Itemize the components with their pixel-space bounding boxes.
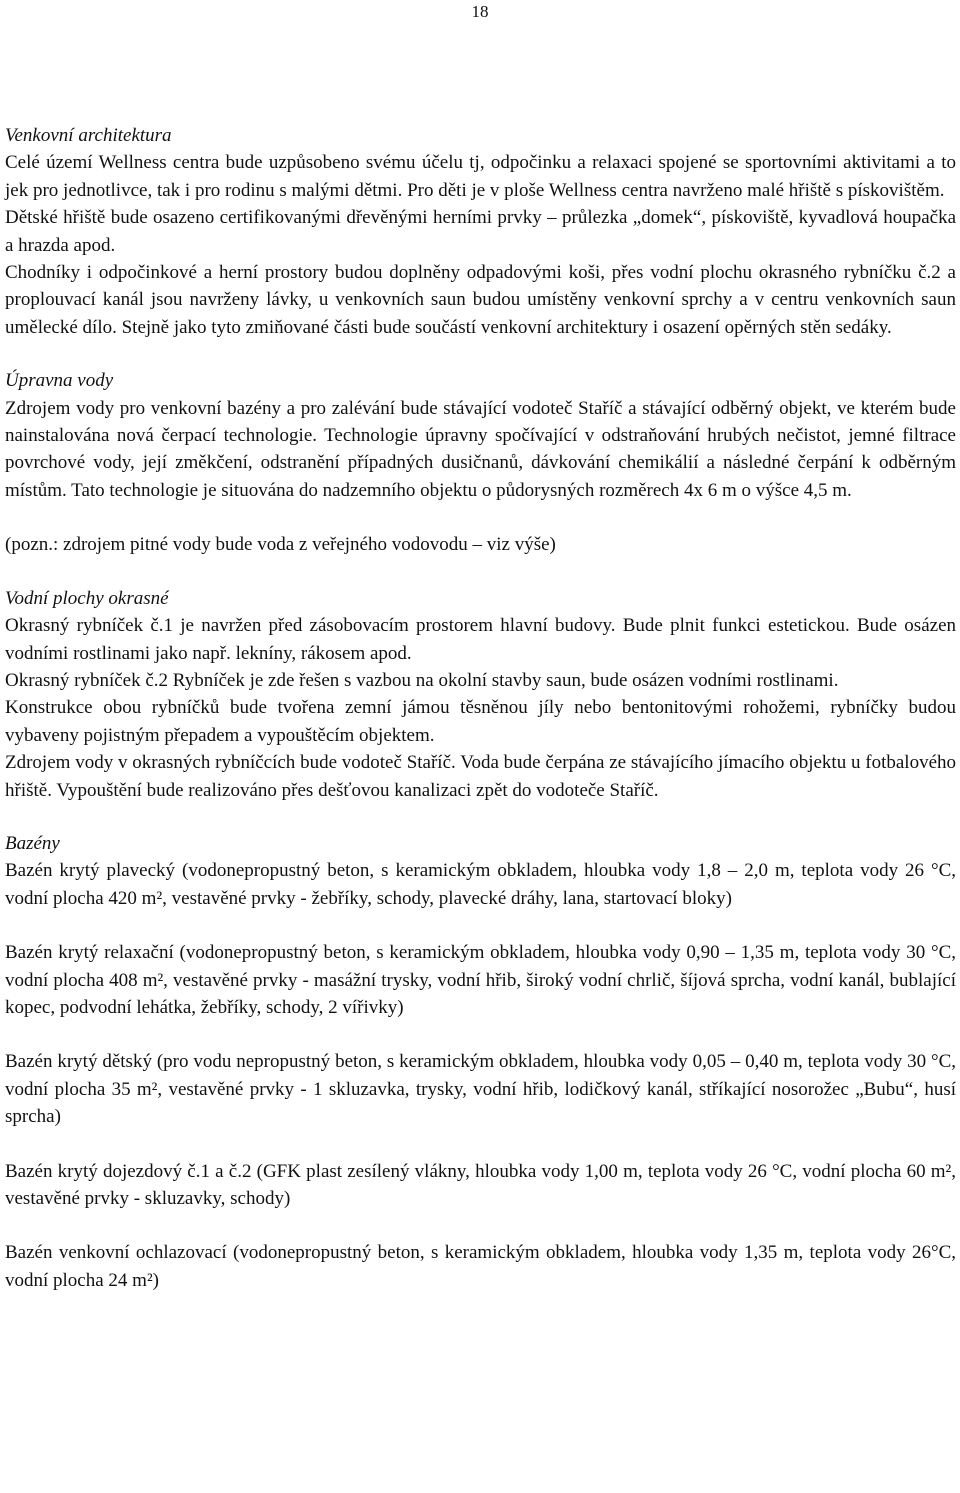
- section-water-treatment: [5, 367, 956, 558]
- paragraph: Zdrojem vody v okrasných rybníčcích bude vodoteč Staříč. Voda bude čerpána ze stávajícího jímacího objektu u fotbalového hřiště. Vypouštění bude realizováno přes dešťovou kanalizaci zpět do vodoteče Staříč.: [5, 752, 956, 801]
- page-number: 18: [471, 2, 489, 21]
- paragraph: Bazén krytý plavecký (vodonepropustný beton, s keramickým obkladem, hloubka vody 1,8 – 2,0 m, teplota vody 26 °C, vodní plocha 420 m², vestavěné prvky - žebříky, schody, plavecké dráhy, lana, startovací bloky): [5, 860, 956, 909]
- section-heading: Bazény: [5, 832, 60, 854]
- paragraph: Zdrojem vody pro venkovní bazény a pro zalévání bude stávající vodoteč Staříč a stávající odběrný objekt, ve kterém bude nainstalována nová čerpací technologie. Technologie úpravny spočívající v odstraňování hrubých nečistot, jemné filtrace povrchové vody, její změkčení, odstranění případných dusičnanů, dávkování chemikálií a následné čerpání k odběrným místům. Tato technologie je situována do nadzemního objektu o půdorysných rozměrech 4x 6 m o výšce 4,5 m.: [5, 397, 956, 501]
- document-body: [5, 122, 956, 1320]
- paragraph: Okrasný rybníček č.2 Rybníček je zde řešen s vazbou na okolní stavby saun, bude osázen vodními rostlinami.: [5, 669, 839, 691]
- paragraph: Bazén krytý dětský (pro vodu nepropustný beton, s keramickým obkladem, hloubka vody 0,05 – 0,40 m, teplota vody 30 °C, vodní plocha 35 m², vestavěné prvky - 1 skluzavka, trysky, vodní hřib, lodičkový kanál, stříkající nosorožec „Bubu“, husí sprcha): [5, 1051, 956, 1128]
- section-heading: Vodní plochy okrasné: [5, 587, 169, 609]
- paragraph: Okrasný rybníček č.1 je navržen před zásobovacím prostorem hlavní budovy. Bude plnit funkci estetickou. Bude osázen vodními rostlinami jako např. lekníny, rákosem apod.: [5, 615, 956, 664]
- paragraph: Bazén venkovní ochlazovací (vodonepropustný beton, s keramickým obkladem, hloubka vody 1,35 m, teplota vody 26°C, vodní plocha 24 m²): [5, 1242, 956, 1291]
- section-outdoor-architecture: [5, 122, 956, 341]
- paragraph: Dětské hřiště bude osazeno certifikovanými dřevěnými herními prvky – průlezka „domek“, pískoviště, kyvadlová houpačka a hrazda apod.: [5, 207, 956, 256]
- paragraph: Chodníky i odpočinkové a herní prostory budou doplněny odpadovými koši, přes vodní plochu okrasného rybníčku č.2 a proplouvací kanál jsou navrženy lávky, u venkovních saun budou umístěny venkovní sprchy a v centru venkovních saun umělecké dílo. Stejně jako tyto zmiňované části bude součástí venkovní architektury i osazení opěrných stěn sedáky.: [5, 262, 956, 338]
- section-ornamental-water: [5, 585, 956, 804]
- paragraph: Konstrukce obou rybníčků bude tvořena zemní jámou těsněnou jíly nebo bentonitovými rohožemi, rybníčky budou vybaveny pojistným přepadem a vypouštěcím objektem.: [5, 697, 956, 746]
- paragraph: Bazén krytý dojezdový č.1 a č.2 (GFK plast zesílený vlákny, hloubka vody 1,00 m, teplota vody 26 °C, vodní plocha 60 m², vestavěné prvky - skluzavky, schody): [5, 1160, 956, 1209]
- paragraph: Bazén krytý relaxační (vodonepropustný beton, s keramickým obkladem, hloubka vody 0,90 – 1,35 m, teplota vody 30 °C, vodní plocha 408 m², vestavěné prvky - masážní trysky, vodní hřib, široký vodní chrlič, šíjová sprcha, vodní kanál, bublající kopec, podvodní lehátka, žebříky, schody, 2 vířivky): [5, 942, 956, 1018]
- section-heading: Úpravna vody: [5, 370, 114, 392]
- paragraph: Celé území Wellness centra bude uzpůsobeno svému účelu tj, odpočinku a relaxaci spojené se sportovními aktivitami a to jek pro jednotlivce, tak i pro rodinu s malými dětmi. Pro děti je v ploše Wellness centra navrženo malé hřiště s pískovištěm.: [5, 152, 956, 201]
- section-heading: Venkovní architektura: [5, 125, 172, 146]
- section-pools: [5, 830, 956, 1294]
- note-paragraph: (pozn.: zdrojem pitné vody bude voda z veřejného vodovodu – viz výše): [5, 534, 556, 556]
